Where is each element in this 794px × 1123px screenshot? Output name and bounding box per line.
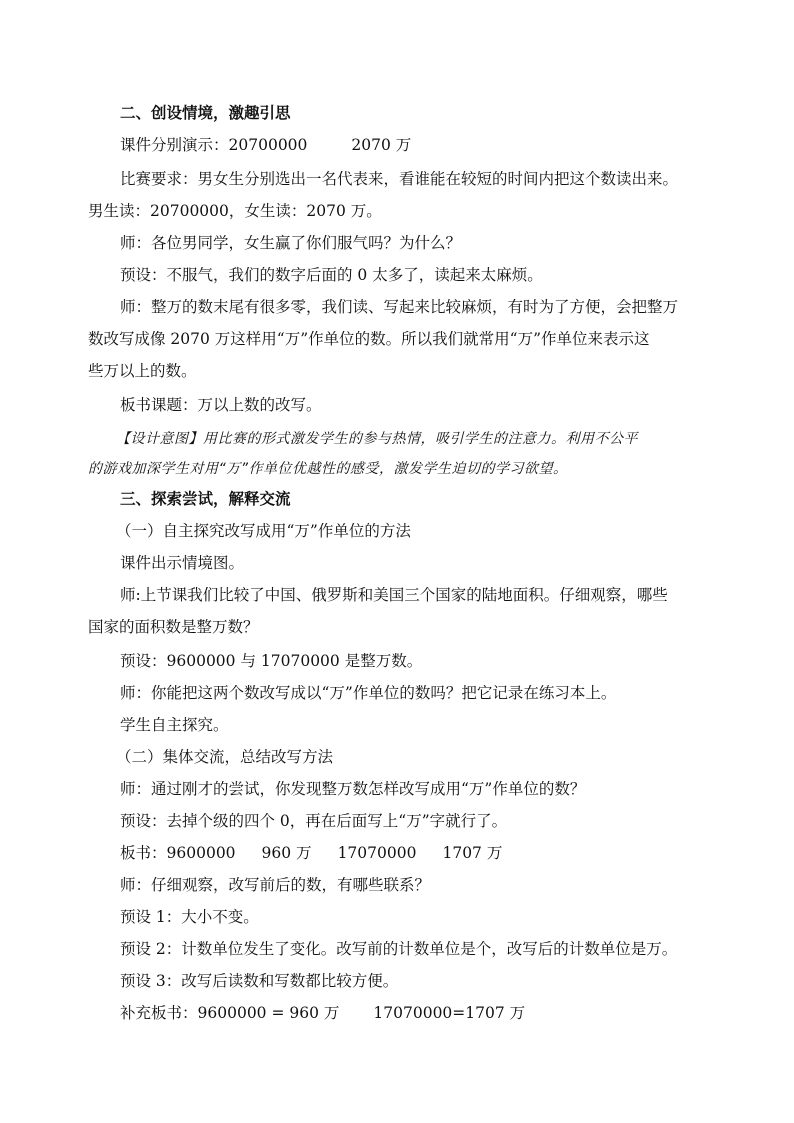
design-intent-line-1: 【设计意图】用比赛的形式激发学生的参与热情，吸引学生的注意力。利用不公平 [116,431,638,447]
preset-answer-1: 预设：不服气，我们的数字后面的 0 太多了，读起来太麻烦。 [120,266,543,284]
requirement-line-2: 男生读：20700000，女生读：2070 万。 [88,202,382,220]
teacher-explain-line-2: 数改写成像 2070 万这样用“万”作单位的数。所以我们就常用“万”作单位来表示这 [88,330,650,348]
board-equation-1: 9600000 = 960 万 [197,1004,340,1022]
preset-answer-5: 预设 2：计数单位发生了变化。改写前的计数单位是个，改写后的计数单位是万。 [120,940,678,958]
teacher-question-2: 师：你能把这两个数改写成以“万”作单位的数吗？把它记录在练习本上。 [120,684,617,702]
teacher-question-1: 师：各位男同学，女生赢了你们服气吗？为什么？ [120,234,462,252]
teacher-explain-line-1: 师：整万的数末尾有很多零，我们读、写起来比较麻烦，有时为了方便，会把整万 [120,298,679,316]
teacher-explain-line-3: 些万以上的数。 [88,362,197,380]
board-wan-2: 1707 万 [442,844,503,862]
student-explore: 学生自主探究。 [120,716,229,734]
courseware-show: 课件出示情境图。 [120,554,245,572]
subsection-1-heading: （一）自主探究改写成用“万”作单位的方法 [116,522,411,540]
demo-number: 20700000 [228,136,308,154]
board-record-1 [120,842,502,864]
section-2-heading: 二、创设情境，激趣引思 [120,103,291,122]
design-intent-line-2: 的游戏加深学生对用“万”作单位优越性的感受，激发学生迫切的学习欲望。 [88,461,568,477]
teacher-question-3: 师：通过刚才的尝试，你发现整万数怎样改写成用“万”作单位的数？ [120,780,586,798]
teacher-prompt-line-1: 师:上节课我们比较了中国、俄罗斯和美国三个国家的陆地面积。仔细观察，哪些 [120,586,668,604]
board-number-2: 17070000 [337,844,417,862]
subsection-2-heading: （二）集体交流，总结改写方法 [116,748,334,766]
board-topic: 板书课题：万以上数的改写。 [120,396,322,414]
demo-label: 课件分别演示： [120,136,229,154]
board-label: 板书： [120,844,167,862]
preset-answer-3: 预设：去掉个级的四个 0，再在后面写上“万”字就行了。 [120,812,508,830]
board-number-1: 9600000 [166,844,236,862]
demo-line [120,134,411,156]
preset-answer-2: 预设：9600000 与 17070000 是整万数。 [120,652,423,670]
board-equation-2: 17070000=1707 万 [373,1004,526,1022]
teacher-prompt-line-2: 国家的面积数是整万数？ [88,618,259,636]
section-3-heading: 三、探索尝试，解释交流 [120,489,291,508]
board-supplement-label: 补充板书： [120,1004,198,1022]
teacher-question-4: 师：仔细观察，改写前后的数，有哪些联系？ [120,876,431,894]
requirement-line-1: 比赛要求：男女生分别选出一名代表来，看谁能在较短的时间内把这个数读出来。 [120,170,679,188]
board-wan-1: 960 万 [261,844,312,862]
demo-wan: 2070 万 [351,136,412,154]
preset-answer-4: 预设 1：大小不变。 [120,908,259,926]
preset-answer-6: 预设 3：改写后读数和写数都比较方便。 [120,972,399,990]
board-record-2 [120,1002,525,1024]
